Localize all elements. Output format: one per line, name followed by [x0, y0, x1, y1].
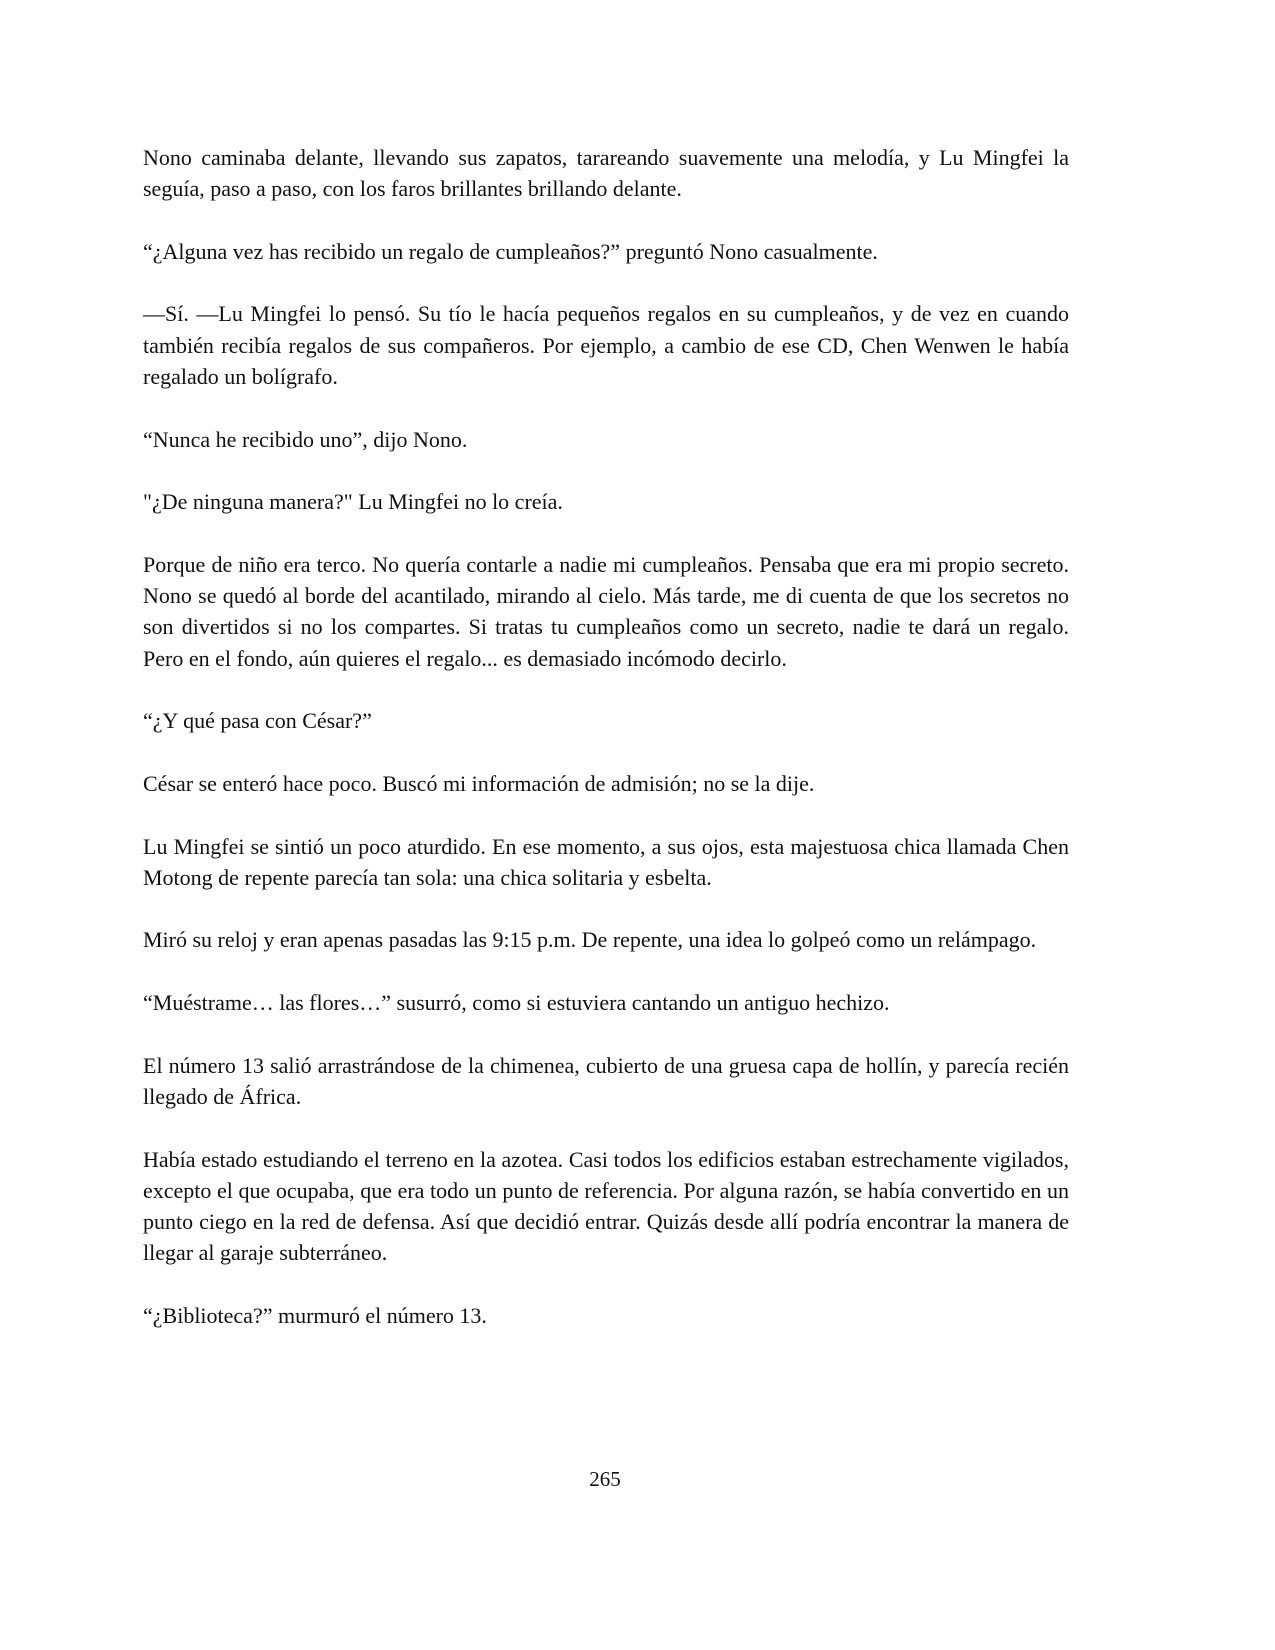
paragraph: "¿De ninguna manera?" Lu Mingfei no lo creía. — [143, 489, 563, 515]
paragraph: Había estado estudiando el terreno en la azotea. Casi todos los edificios estaban estrechamente vigilados, excepto el que ocupaba, que era todo un punto de referencia. Por alguna razón, se había convertido en un punto ciego en la red de defensa. Así que decidió entrar. Quizás desde allí podría encontrar la manera de llegar al garaje subterráneo. — [143, 1146, 1069, 1266]
page-number: 265 — [589, 1467, 621, 1491]
paragraph: César se enteró hace poco. Buscó mi información de admisión; no se la dije. — [143, 770, 815, 796]
paragraph: Miró su reloj y eran apenas pasadas las 9:15 p.m. De repente, una idea lo golpeó como un relámpago. — [143, 927, 1037, 953]
paragraph: “Muéstrame… las flores…” susurró, como si estuviera cantando un antiguo hechizo. — [143, 990, 890, 1016]
paragraph: “Nunca he recibido uno”, dijo Nono. — [143, 426, 468, 452]
paragraph: Nono caminaba delante, llevando sus zapatos, tarareando suavemente una melodía, y Lu Mingfei la seguía, paso a paso, con los faros brillantes brillando delante. — [143, 145, 1069, 202]
page-body — [143, 142, 1069, 1363]
paragraph: “¿Alguna vez has recibido un regalo de cumpleaños?” preguntó Nono casualmente. — [143, 238, 878, 264]
paragraph: El número 13 salió arrastrándose de la chimenea, cubierto de una gruesa capa de hollín, y parecía recién llegado de África. — [143, 1052, 1069, 1109]
paragraph: Lu Mingfei se sintió un poco aturdido. En ese momento, a sus ojos, esta majestuosa chica llamada Chen Motong de repente parecía tan sola: una chica solitaria y esbelta. — [143, 833, 1069, 890]
paragraph: —Sí. —Lu Mingfei lo pensó. Su tío le hacía pequeños regalos en su cumpleaños, y de vez en cuando también recibía regalos de sus compañeros. Por ejemplo, a cambio de ese CD, Chen Wenwen le había regalado un bolígrafo. — [143, 301, 1069, 390]
paragraph: Porque de niño era terco. No quería contarle a nadie mi cumpleaños. Pensaba que era mi propio secreto. Nono se quedó al borde del acantilado, mirando al cielo. Más tarde, me di cuenta de que los secretos no son divertidos si no los compartes. Si tratas tu cumpleaños como un secreto, nadie te dará un regalo. Pero en el fondo, aún quieres el regalo... es demasiado incómodo decirlo. — [143, 551, 1069, 671]
paragraph: “¿Biblioteca?” murmuró el número 13. — [143, 1302, 487, 1328]
paragraph: “¿Y qué pasa con César?” — [143, 708, 372, 734]
